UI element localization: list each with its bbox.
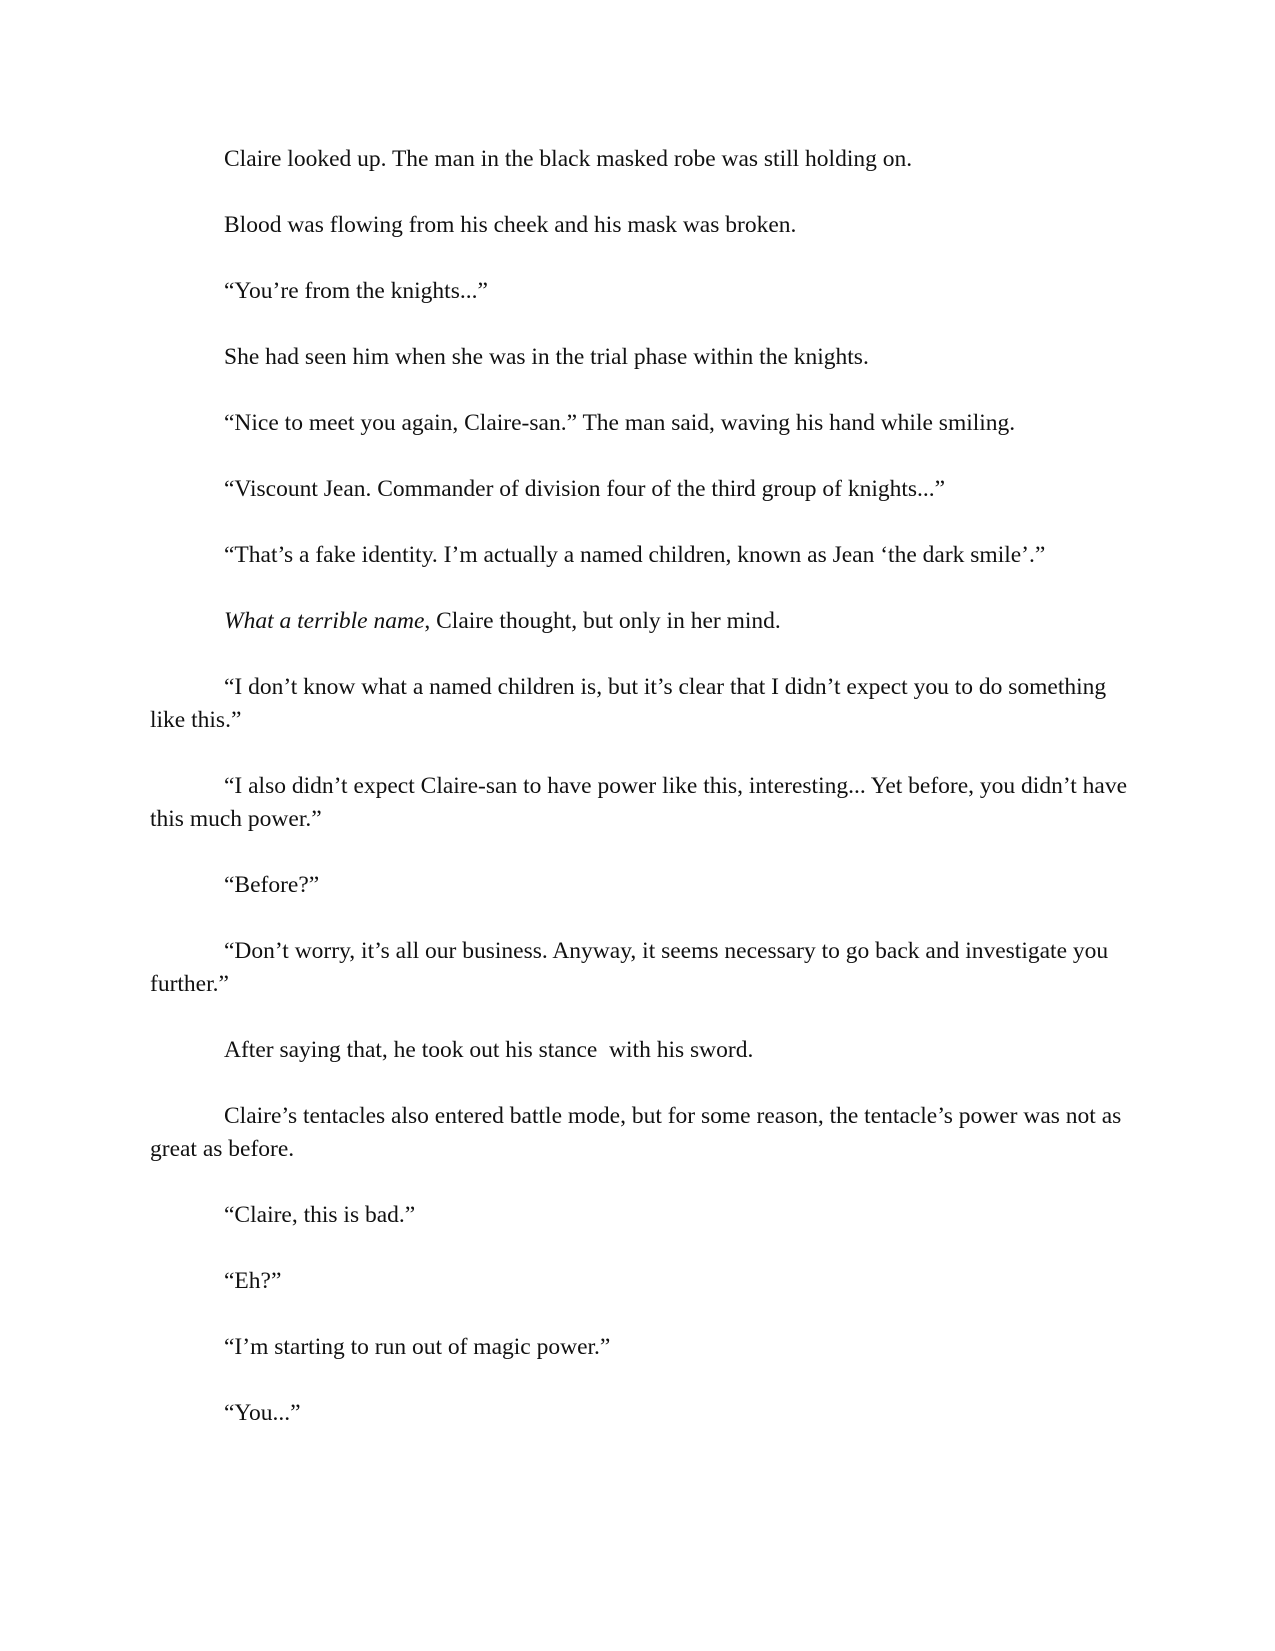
paragraph: Claire’s tentacles also entered battle mode, but for some reason, the tentacle’s power was not as great as before.	[150, 1103, 1128, 1162]
paragraph: “Don’t worry, it’s all our business. Anyway, it seems necessary to go back and investigate you further.”	[150, 938, 1114, 997]
paragraph: Blood was flowing from his cheek and his mask was broken.	[224, 212, 797, 238]
italic-phrase: What a terrible name	[224, 608, 425, 634]
paragraph: “I don’t know what a named children is, but it’s clear that I didn’t expect you to do something like this.”	[150, 674, 1113, 733]
paragraph: “Eh?”	[224, 1268, 282, 1294]
paragraph: “That’s a fake identity. I’m actually a named children, known as Jean ‘the dark smile’.”	[224, 542, 1046, 568]
paragraph: She had seen him when she was in the trial phase within the knights.	[224, 344, 869, 370]
paragraph: “You...”	[224, 1400, 301, 1426]
paragraph: “Nice to meet you again, Claire-san.” The man said, waving his hand while smiling.	[224, 410, 1016, 436]
paragraph: Claire looked up. The man in the black masked robe was still holding on.	[224, 146, 913, 172]
paragraph: “I’m starting to run out of magic power.”	[224, 1334, 611, 1360]
paragraph: “You’re from the knights...”	[224, 278, 488, 304]
paragraph: “Viscount Jean. Commander of division four of the third group of knights...”	[224, 476, 946, 502]
paragraph: “Before?”	[224, 872, 320, 898]
paragraph-rest: , Claire thought, but only in her mind.	[424, 608, 781, 634]
paragraph: “I also didn’t expect Claire-san to have power like this, interesting... Yet before, you didn’t have this much power.”	[150, 773, 1133, 832]
document-body	[150, 143, 1133, 1463]
paragraph-mixed	[150, 605, 1130, 638]
paragraph: “Claire, this is bad.”	[224, 1202, 416, 1228]
paragraph: After saying that, he took out his stance with his sword.	[224, 1037, 754, 1063]
